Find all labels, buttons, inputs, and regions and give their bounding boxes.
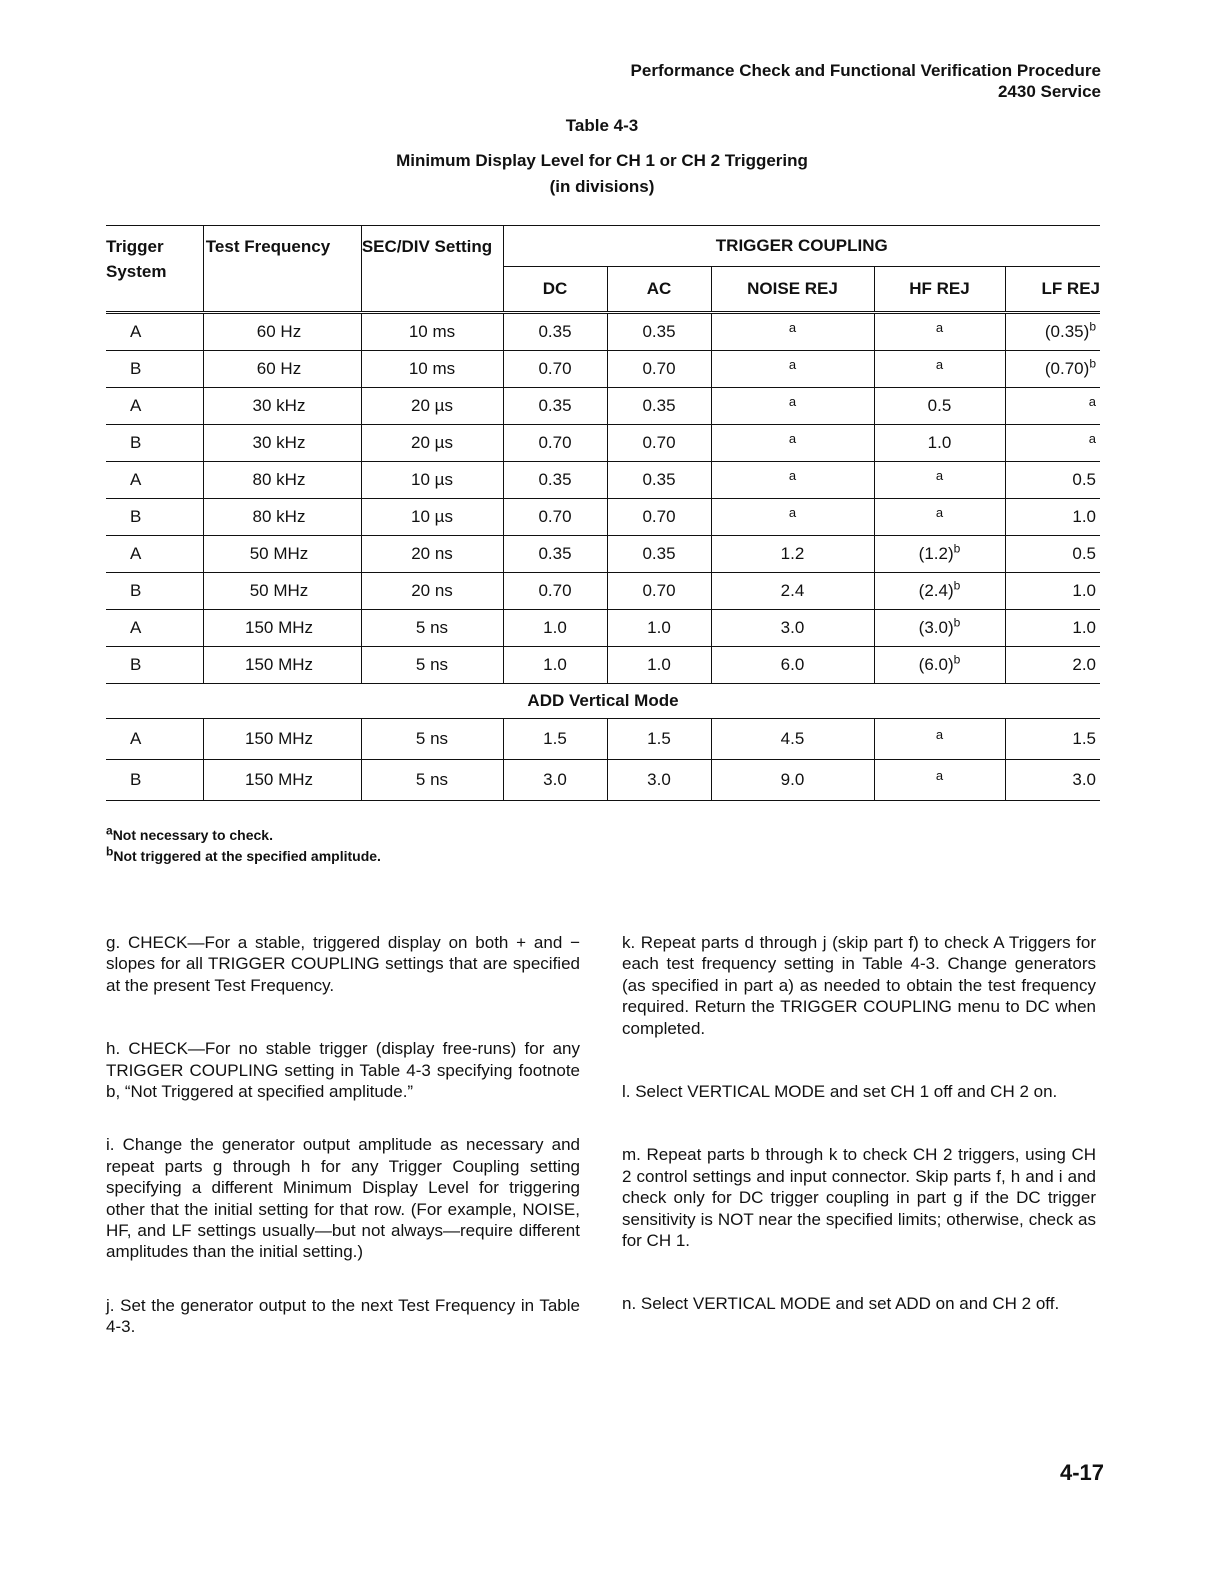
cell-value: 150 MHz	[244, 770, 314, 789]
cell-value: B	[130, 359, 142, 378]
cell-noise-rej	[711, 499, 874, 536]
cell-value: 0.35	[642, 396, 676, 415]
cell-value: B	[130, 581, 142, 600]
cell-value: a	[1088, 431, 1096, 446]
cell-value: 10 µs	[411, 470, 453, 489]
cell-value: 150 MHz	[244, 729, 314, 748]
header-test-frequency: Test Frequency	[203, 226, 361, 313]
header-lf-rej: LF REJ	[1005, 267, 1100, 313]
table-title: Minimum Display Level for CH 1 or CH 2 Triggering	[396, 151, 808, 170]
cell-value: (2.4)	[918, 581, 954, 600]
cell-value: 1.5	[543, 729, 567, 748]
cell-value: 150 MHz	[244, 655, 314, 674]
cell-value: 150 MHz	[244, 618, 314, 637]
cell-sec-div	[361, 760, 503, 801]
table-row	[106, 388, 1100, 425]
cell-sec-div	[361, 499, 503, 536]
header-sec-div: SEC/DIV Setting	[361, 226, 503, 313]
cell-dc	[503, 647, 607, 684]
cell-test-frequency	[203, 610, 361, 647]
add-vertical-mode-label: ADD Vertical Mode	[106, 684, 1100, 719]
cell-test-frequency	[203, 425, 361, 462]
cell-hf-rej	[874, 719, 1005, 760]
cell-value: (0.70)	[1044, 359, 1090, 378]
cell-sec-div	[361, 351, 503, 388]
cell-ac	[607, 719, 711, 760]
step-h: h. CHECK—For no stable trigger (display free-runs) for any TRIGGER COUPLING setting in Table 4-3 specifying footnote b, “Not Triggered at specified amplitude.”	[106, 1039, 580, 1102]
cell-value: a	[935, 768, 944, 783]
header-noise-rej: NOISE REJ	[711, 267, 874, 313]
cell-value: 0.5	[1072, 544, 1096, 563]
cell-trigger-system	[106, 647, 203, 684]
cell-dc	[503, 462, 607, 499]
cell-value: 2.0	[1072, 655, 1096, 674]
cell-value: 0.5	[927, 396, 952, 415]
table-row	[106, 610, 1100, 647]
cell-value: 50 MHz	[249, 544, 309, 563]
table-subtitle: (in divisions)	[549, 177, 655, 196]
cell-value: a	[788, 468, 797, 483]
table-row	[106, 536, 1100, 573]
cell-dc	[503, 313, 607, 351]
cell-value: 1.0	[543, 618, 567, 637]
cell-value: 5 ns	[415, 618, 449, 637]
cell-value: 1.0	[1072, 507, 1096, 526]
cell-value: 0.70	[642, 581, 676, 600]
footnote-b	[106, 846, 381, 867]
footnote-ref: b	[1089, 319, 1096, 334]
cell-value: 1.0	[647, 618, 671, 637]
cell-noise-rej	[711, 313, 874, 351]
cell-hf-rej	[874, 647, 1005, 684]
trigger-level-table	[106, 225, 1100, 801]
header-ac: AC	[607, 267, 711, 313]
cell-ac	[607, 388, 711, 425]
cell-noise-rej	[711, 462, 874, 499]
cell-sec-div	[361, 313, 503, 351]
cell-noise-rej	[711, 573, 874, 610]
cell-value: (1.2)	[918, 544, 954, 563]
cell-hf-rej	[874, 351, 1005, 388]
cell-ac	[607, 536, 711, 573]
cell-value: 0.35	[642, 322, 676, 341]
table-row	[106, 719, 1100, 760]
header-trigger-coupling: TRIGGER COUPLING	[503, 226, 1100, 267]
cell-value: A	[130, 544, 142, 563]
cell-value: 60 Hz	[256, 359, 302, 378]
cell-dc	[503, 425, 607, 462]
cell-value: (6.0)	[918, 655, 954, 674]
cell-hf-rej	[874, 536, 1005, 573]
cell-trigger-system	[106, 425, 203, 462]
cell-value: 5 ns	[415, 655, 449, 674]
cell-trigger-system	[106, 536, 203, 573]
cell-value: 6.0	[780, 655, 805, 674]
cell-lf-rej	[1005, 573, 1100, 610]
cell-value: 4.5	[780, 729, 805, 748]
cell-value: 3.0	[780, 618, 805, 637]
cell-test-frequency	[203, 536, 361, 573]
cell-hf-rej	[874, 573, 1005, 610]
cell-sec-div	[361, 536, 503, 573]
cell-value: 20 ns	[411, 544, 453, 563]
cell-value: A	[130, 729, 142, 748]
cell-test-frequency	[203, 388, 361, 425]
cell-value: 10 µs	[411, 507, 453, 526]
cell-ac	[607, 647, 711, 684]
cell-lf-rej	[1005, 462, 1100, 499]
cell-value: a	[935, 505, 944, 520]
table-number: Table 4-3	[565, 116, 639, 135]
cell-value: B	[130, 655, 142, 674]
cell-value: B	[130, 433, 142, 452]
cell-value: A	[130, 322, 142, 341]
cell-value: 0.35	[642, 544, 676, 563]
cell-hf-rej	[874, 313, 1005, 351]
cell-noise-rej	[711, 610, 874, 647]
cell-lf-rej	[1005, 351, 1100, 388]
cell-sec-div	[361, 425, 503, 462]
cell-value: 1.5	[1072, 729, 1096, 748]
step-m: m. Repeat parts b through k to check CH 2 triggers, using CH 2 control settings and input connector. Skip parts f, h and i and check only for DC trigger coupling in part g if the DC trigger sensitivity is NOT near the specified limits; otherwise, check as for CH 1.	[622, 1145, 1096, 1251]
header-subtitle: 2430 Service	[997, 82, 1101, 101]
cell-value: 1.0	[927, 433, 952, 452]
cell-value: a	[1088, 394, 1096, 409]
cell-ac	[607, 351, 711, 388]
cell-ac	[607, 573, 711, 610]
cell-hf-rej	[874, 425, 1005, 462]
cell-test-frequency	[203, 760, 361, 801]
cell-value: 10 ms	[408, 359, 456, 378]
cell-value: A	[130, 396, 142, 415]
cell-test-frequency	[203, 647, 361, 684]
cell-ac	[607, 610, 711, 647]
footnote-mark: b	[106, 844, 114, 859]
cell-value: 1.2	[780, 544, 805, 563]
cell-value: a	[935, 468, 944, 483]
cell-ac	[607, 499, 711, 536]
cell-test-frequency	[203, 573, 361, 610]
cell-value: (3.0)	[918, 618, 954, 637]
cell-value: 0.70	[642, 359, 676, 378]
cell-noise-rej	[711, 647, 874, 684]
cell-trigger-system	[106, 719, 203, 760]
step-g: g. CHECK—For a stable, triggered display on both + and − slopes for all TRIGGER COUPLING settings that are specified at the present Test Frequency.	[106, 933, 580, 995]
cell-lf-rej	[1005, 610, 1100, 647]
cell-value: a	[788, 394, 797, 409]
cell-lf-rej	[1005, 388, 1100, 425]
cell-value: 0.70	[642, 507, 676, 526]
footnote-ref: b	[953, 652, 961, 667]
cell-dc	[503, 719, 607, 760]
table-row	[106, 573, 1100, 610]
header-title: Performance Check and Functional Verification Procedure	[630, 61, 1101, 80]
page-number: 4-17	[1059, 1460, 1104, 1485]
cell-value: 50 MHz	[249, 581, 309, 600]
cell-value: 20 µs	[411, 396, 453, 415]
cell-trigger-system	[106, 573, 203, 610]
step-j: j. Set the generator output to the next Test Frequency in Table 4-3.	[106, 1295, 580, 1337]
cell-lf-rej	[1005, 647, 1100, 684]
cell-hf-rej	[874, 760, 1005, 801]
cell-noise-rej	[711, 536, 874, 573]
cell-dc	[503, 536, 607, 573]
cell-test-frequency	[203, 462, 361, 499]
cell-dc	[503, 499, 607, 536]
cell-hf-rej	[874, 610, 1005, 647]
cell-value: 30 kHz	[252, 433, 306, 452]
cell-ac	[607, 760, 711, 801]
footnote-a	[106, 825, 273, 846]
cell-ac	[607, 425, 711, 462]
table-row	[106, 647, 1100, 684]
cell-value: a	[935, 727, 944, 742]
cell-trigger-system	[106, 462, 203, 499]
cell-value: 1.5	[647, 729, 671, 748]
cell-value: 20 ns	[411, 581, 453, 600]
cell-value: 80 kHz	[252, 507, 306, 526]
cell-lf-rej	[1005, 760, 1100, 801]
cell-ac	[607, 462, 711, 499]
cell-value: 9.0	[780, 770, 805, 789]
cell-ac	[607, 313, 711, 351]
cell-sec-div	[361, 719, 503, 760]
cell-trigger-system	[106, 610, 203, 647]
running-header	[631, 60, 1101, 102]
footnote-ref: b	[1089, 356, 1096, 371]
cell-test-frequency	[203, 351, 361, 388]
cell-trigger-system	[106, 313, 203, 351]
footnote-ref: b	[953, 541, 961, 556]
cell-hf-rej	[874, 462, 1005, 499]
cell-value: 20 µs	[411, 433, 453, 452]
header-hf-rej: HF REJ	[874, 267, 1005, 313]
cell-value: 1.0	[1072, 581, 1096, 600]
cell-noise-rej	[711, 388, 874, 425]
cell-trigger-system	[106, 499, 203, 536]
cell-value: B	[130, 507, 142, 526]
cell-value: 3.0	[543, 770, 567, 789]
cell-value: 0.35	[538, 396, 572, 415]
cell-dc	[503, 573, 607, 610]
cell-value: 80 kHz	[252, 470, 306, 489]
cell-value: 30 kHz	[252, 396, 306, 415]
cell-sec-div	[361, 610, 503, 647]
footnote-mark: a	[106, 823, 113, 838]
table-row	[106, 499, 1100, 536]
cell-value: 0.35	[642, 470, 676, 489]
cell-value: 1.0	[543, 655, 567, 674]
footnote-ref: b	[953, 578, 961, 593]
cell-value: 0.35	[538, 544, 572, 563]
cell-value: a	[788, 505, 797, 520]
cell-test-frequency	[203, 313, 361, 351]
step-i: i. Change the generator output amplitude as necessary and repeat parts g through h for any Trigger Coupling setting specifying a different Minimum Display Level for triggering other that the initial setting for that row. (For example, NOISE, HF, and LF settings usually—but not always—require different amplitudes than the initial setting.)	[106, 1135, 580, 1262]
cell-value: 1.0	[647, 655, 671, 674]
cell-lf-rej	[1005, 536, 1100, 573]
cell-trigger-system	[106, 351, 203, 388]
cell-test-frequency	[203, 719, 361, 760]
cell-trigger-system	[106, 388, 203, 425]
cell-lf-rej	[1005, 313, 1100, 351]
table-row	[106, 313, 1100, 351]
cell-sec-div	[361, 462, 503, 499]
step-n: n. Select VERTICAL MODE and set ADD on and CH 2 off.	[622, 1294, 1060, 1314]
cell-value: 5 ns	[415, 729, 449, 748]
footnote-ref: b	[953, 615, 961, 630]
cell-value: A	[130, 618, 142, 637]
table-row	[106, 425, 1100, 462]
header-dc: DC	[503, 267, 607, 313]
table-row	[106, 760, 1100, 801]
cell-value: (0.35)	[1044, 322, 1090, 341]
table-row	[106, 351, 1100, 388]
cell-value: 0.35	[538, 322, 572, 341]
cell-sec-div	[361, 647, 503, 684]
header-trigger-system: Trigger System	[106, 237, 167, 281]
table-row	[106, 462, 1100, 499]
cell-value: 10 ms	[408, 322, 456, 341]
cell-dc	[503, 388, 607, 425]
cell-value: 3.0	[647, 770, 671, 789]
cell-dc	[503, 351, 607, 388]
cell-value: a	[935, 357, 944, 372]
cell-value: a	[788, 320, 797, 335]
cell-value: 5 ns	[415, 770, 449, 789]
cell-dc	[503, 760, 607, 801]
cell-test-frequency	[203, 499, 361, 536]
cell-value: 0.70	[642, 433, 676, 452]
cell-trigger-system	[106, 760, 203, 801]
cell-noise-rej	[711, 351, 874, 388]
cell-noise-rej	[711, 760, 874, 801]
cell-value: 60 Hz	[256, 322, 302, 341]
step-k: k. Repeat parts d through j (skip part f) to check A Triggers for each test frequency setting in Table 4-3. Change generators (as specified in part a) as needed to obtain the test frequency required. Return the TRIGGER COUPLING menu to DC when completed.	[622, 933, 1096, 1038]
cell-lf-rej	[1005, 425, 1100, 462]
cell-sec-div	[361, 573, 503, 610]
cell-lf-rej	[1005, 719, 1100, 760]
cell-value: 0.70	[538, 507, 572, 526]
cell-value: a	[788, 431, 797, 446]
right-column	[622, 932, 1096, 1315]
cell-value: 0.70	[538, 433, 572, 452]
cell-sec-div	[361, 388, 503, 425]
footnote-text: Not necessary to check.	[112, 827, 273, 843]
cell-value: a	[935, 320, 944, 335]
cell-value: B	[130, 770, 142, 789]
cell-value: 0.70	[538, 359, 572, 378]
footnote-text: Not triggered at the specified amplitude.	[113, 848, 381, 864]
cell-value: 2.4	[780, 581, 805, 600]
cell-lf-rej	[1005, 499, 1100, 536]
step-l: l. Select VERTICAL MODE and set CH 1 off and CH 2 on.	[622, 1082, 1058, 1102]
cell-noise-rej	[711, 425, 874, 462]
cell-value: 0.70	[538, 581, 572, 600]
cell-value: 3.0	[1072, 770, 1096, 789]
cell-hf-rej	[874, 499, 1005, 536]
cell-value: a	[788, 357, 797, 372]
cell-value: 1.0	[1072, 618, 1096, 637]
cell-value: 0.5	[1072, 470, 1096, 489]
cell-noise-rej	[711, 719, 874, 760]
left-column	[106, 932, 580, 1338]
cell-dc	[503, 610, 607, 647]
cell-value: 0.35	[538, 470, 572, 489]
cell-value: A	[130, 470, 142, 489]
cell-hf-rej	[874, 388, 1005, 425]
